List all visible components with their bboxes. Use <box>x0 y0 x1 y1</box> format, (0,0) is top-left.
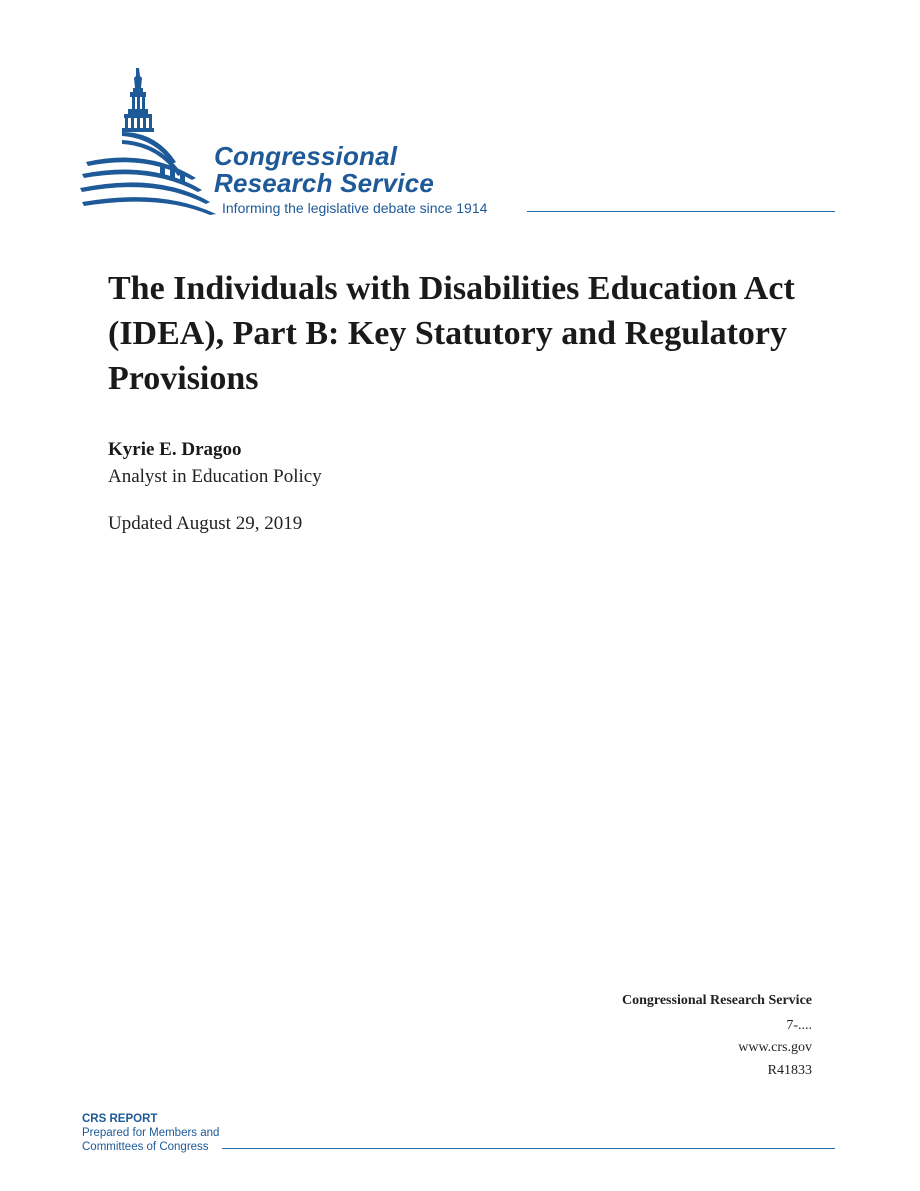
brand-name-line2: Research Service <box>214 168 435 198</box>
info-organization: Congressional Research Service <box>621 993 812 1008</box>
author-name: Kyrie E. Dragoo <box>108 439 242 460</box>
info-url: www.crs.gov <box>738 1040 812 1055</box>
updated-date: Updated August 29, 2019 <box>108 513 303 534</box>
brand-name-line1: Congressional <box>214 141 398 171</box>
report-number: R41833 <box>767 1063 812 1078</box>
author-role: Analyst in Education Policy <box>108 466 322 487</box>
footer-line3: Committees of Congress <box>82 1141 209 1153</box>
report-title: The Individuals with Disabilities Education Act (IDEA), Part B: Key Statutory and Regulatory Provisions <box>108 270 795 397</box>
capitol-dome-icon <box>78 66 223 216</box>
footer-label: CRS REPORT <box>82 1113 158 1125</box>
header-divider <box>527 211 835 212</box>
footer-line2: Prepared for Members and <box>82 1127 220 1139</box>
footer-divider <box>222 1148 835 1149</box>
brand-tagline: Informing the legislative debate since 1914 <box>222 200 488 216</box>
info-code: 7-.... <box>786 1018 812 1033</box>
